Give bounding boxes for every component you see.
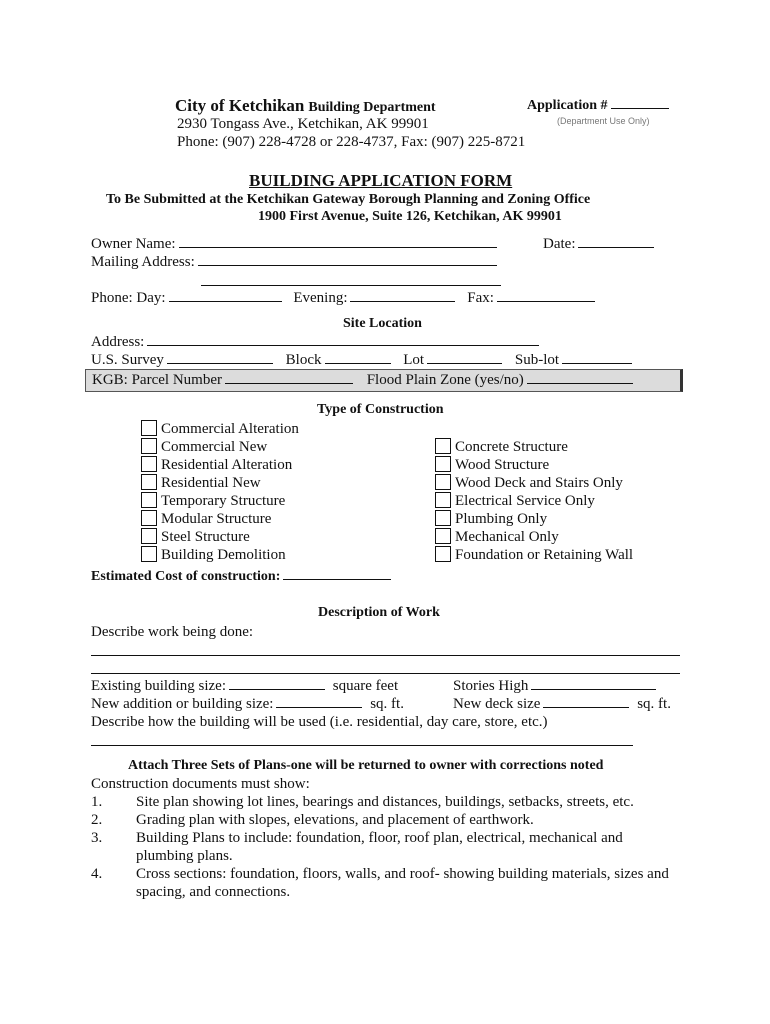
construction-option-label: Temporary Structure: [161, 493, 286, 509]
checkbox[interactable]: [141, 474, 157, 490]
estimated-cost-field[interactable]: [283, 578, 391, 580]
submit-address: 1900 First Avenue, Suite 126, Ketchikan, AK 99901: [258, 209, 562, 224]
plan-item-text: Building Plans to include: foundation, floor, roof plan, electrical, mechanical and: [136, 830, 623, 846]
sublot-field[interactable]: [562, 362, 632, 364]
describe-work-label: Describe work being done:: [91, 624, 254, 640]
construction-option-label: Foundation or Retaining Wall: [455, 547, 634, 563]
square-feet-unit: square feet: [332, 678, 399, 694]
stories-label: Stories High: [453, 678, 529, 694]
describe-work-line-2[interactable]: [91, 673, 680, 674]
building-use-label: Describe how the building will be used (i.e. residential, day care, store, etc.): [91, 714, 548, 730]
construction-option-label: Wood Deck and Stairs Only: [455, 475, 623, 491]
application-number-field[interactable]: [611, 107, 669, 109]
fax-field[interactable]: [497, 300, 595, 302]
stories-field[interactable]: [531, 688, 656, 690]
construction-option-label: Commercial Alteration: [161, 421, 299, 437]
construction-option: [141, 438, 267, 456]
new-addition-field[interactable]: [276, 706, 362, 708]
mailing-address-label: Mailing Address:: [91, 254, 195, 270]
checkbox[interactable]: [141, 528, 157, 544]
construction-option-label: Residential Alteration: [161, 457, 293, 473]
phone-day-field[interactable]: [169, 300, 282, 302]
construction-option: [141, 420, 299, 438]
construction-heading: Type of Construction: [317, 402, 444, 417]
checkbox[interactable]: [435, 492, 451, 508]
owner-name-row: [91, 235, 497, 253]
site-address-field[interactable]: [147, 344, 539, 346]
estimated-cost-row: [91, 568, 391, 586]
plan-item-number: 1.: [91, 794, 103, 810]
construction-option-label: Plumbing Only: [455, 511, 548, 527]
estimated-cost-label: Estimated Cost of construction:: [91, 569, 281, 584]
mailing-address-row: [91, 253, 497, 271]
site-location-heading: Site Location: [343, 316, 422, 331]
construction-option: [141, 474, 261, 492]
new-addition-label: New addition or building size:: [91, 696, 274, 712]
phone-day-label: Phone: Day:: [91, 290, 166, 306]
plan-item-text: Grading plan with slopes, elevations, and placement of earthwork.: [136, 812, 534, 828]
construction-option: [435, 456, 549, 474]
flood-plain-field[interactable]: [527, 382, 633, 384]
plan-item-text-continued: spacing, and connections.: [136, 884, 291, 900]
construction-option: [141, 528, 250, 546]
new-addition-unit: sq. ft.: [370, 696, 404, 712]
describe-work-line-1[interactable]: [91, 655, 680, 656]
checkbox[interactable]: [435, 438, 451, 454]
mailing-address-line-2[interactable]: [201, 285, 501, 286]
department-address: 2930 Tongass Ave., Ketchikan, AK 99901: [177, 116, 429, 132]
stories-row: [453, 677, 656, 695]
application-number-label: Application #: [527, 98, 669, 114]
deck-unit: sq. ft.: [637, 696, 671, 712]
city-name: City of Ketchikan: [175, 96, 305, 115]
sublot-label: Sub-lot: [514, 352, 560, 368]
phone-row: [91, 289, 595, 307]
block-field[interactable]: [325, 362, 391, 364]
construction-option-label: Steel Structure: [161, 529, 250, 545]
plan-item-number: 2.: [91, 812, 103, 828]
construction-option-label: Mechanical Only: [455, 529, 559, 545]
construction-option: [141, 456, 292, 474]
submit-location: To Be Submitted at the Ketchikan Gateway Borough Planning and Zoning Office: [106, 192, 591, 207]
work-heading: Description of Work: [318, 605, 440, 620]
checkbox[interactable]: [435, 456, 451, 472]
survey-field[interactable]: [167, 362, 273, 364]
checkbox[interactable]: [141, 546, 157, 562]
construction-option: [435, 528, 559, 546]
lot-field[interactable]: [427, 362, 502, 364]
plan-item-text: Cross sections: foundation, floors, walls, and roof- showing building materials, sizes and: [136, 866, 669, 882]
kgb-parcel-field[interactable]: [225, 382, 353, 384]
construction-option-label: Wood Structure: [455, 457, 550, 473]
department-phone: Phone: (907) 228-4728 or 228-4737, Fax: (907) 225-8721: [177, 134, 526, 150]
existing-size-label: Existing building size:: [91, 678, 226, 694]
survey-row: [91, 351, 632, 369]
construction-option: [435, 546, 633, 564]
construction-option-label: Concrete Structure: [455, 439, 568, 455]
kgb-parcel-label: KGB: Parcel Number: [92, 372, 222, 388]
construction-option: [435, 438, 568, 456]
plan-item-text: Site plan showing lot lines, bearings and distances, buildings, setbacks, streets, etc.: [136, 794, 634, 810]
plans-heading: Attach Three Sets of Plans-one will be returned to owner with corrections noted: [128, 758, 604, 773]
date-field[interactable]: [578, 246, 654, 248]
department-use-note: (Department Use Only): [557, 116, 650, 126]
construction-option-label: Residential New: [161, 475, 261, 491]
block-label: Block: [285, 352, 322, 368]
form-title: BUILDING APPLICATION FORM: [249, 171, 513, 190]
survey-label: U.S. Survey: [91, 352, 164, 368]
construction-option: [435, 474, 623, 492]
flood-plain-label: Flood Plain Zone (yes/no): [366, 372, 524, 388]
construction-option-label: Building Demolition: [161, 547, 286, 563]
evening-label: Evening:: [293, 290, 348, 306]
owner-name-label: Owner Name:: [91, 236, 176, 252]
kgb-parcel-box: [85, 369, 683, 392]
department-name: Building Department: [308, 100, 436, 115]
building-use-line[interactable]: [91, 745, 633, 746]
construction-option-label: Modular Structure: [161, 511, 272, 527]
date-row: [543, 235, 654, 253]
checkbox[interactable]: [435, 474, 451, 490]
plan-item-text-continued: plumbing plans.: [136, 848, 233, 864]
checkbox[interactable]: [141, 492, 157, 508]
plan-item-number: 3.: [91, 830, 103, 846]
deck-row: [453, 695, 671, 713]
existing-size-field[interactable]: [229, 688, 325, 690]
evening-phone-field[interactable]: [350, 300, 455, 302]
checkbox[interactable]: [435, 546, 451, 562]
construction-option: [435, 510, 547, 528]
construction-option: [141, 546, 286, 564]
existing-size-row: [91, 677, 398, 695]
lot-label: Lot: [403, 352, 425, 368]
site-address-label: Address:: [91, 334, 145, 350]
construction-option-label: Commercial New: [161, 439, 268, 455]
fax-label: Fax:: [467, 290, 494, 306]
date-label: Date:: [543, 236, 576, 252]
site-address-row: [91, 333, 539, 351]
checkbox[interactable]: [141, 438, 157, 454]
construction-option: [141, 510, 271, 528]
checkbox[interactable]: [141, 420, 157, 436]
checkbox[interactable]: [435, 510, 451, 526]
deck-label: New deck size: [453, 696, 541, 712]
construction-option: [435, 492, 595, 510]
plan-item-number: 4.: [91, 866, 103, 882]
owner-name-field[interactable]: [179, 246, 497, 248]
checkbox[interactable]: [141, 510, 157, 526]
construction-option: [141, 492, 285, 510]
plans-intro: Construction documents must show:: [91, 776, 310, 792]
checkbox[interactable]: [435, 528, 451, 544]
header-title: [175, 96, 436, 116]
mailing-address-field[interactable]: [198, 264, 497, 266]
checkbox[interactable]: [141, 456, 157, 472]
deck-field[interactable]: [543, 706, 629, 708]
new-addition-row: [91, 695, 404, 713]
construction-option-label: Electrical Service Only: [455, 493, 595, 509]
